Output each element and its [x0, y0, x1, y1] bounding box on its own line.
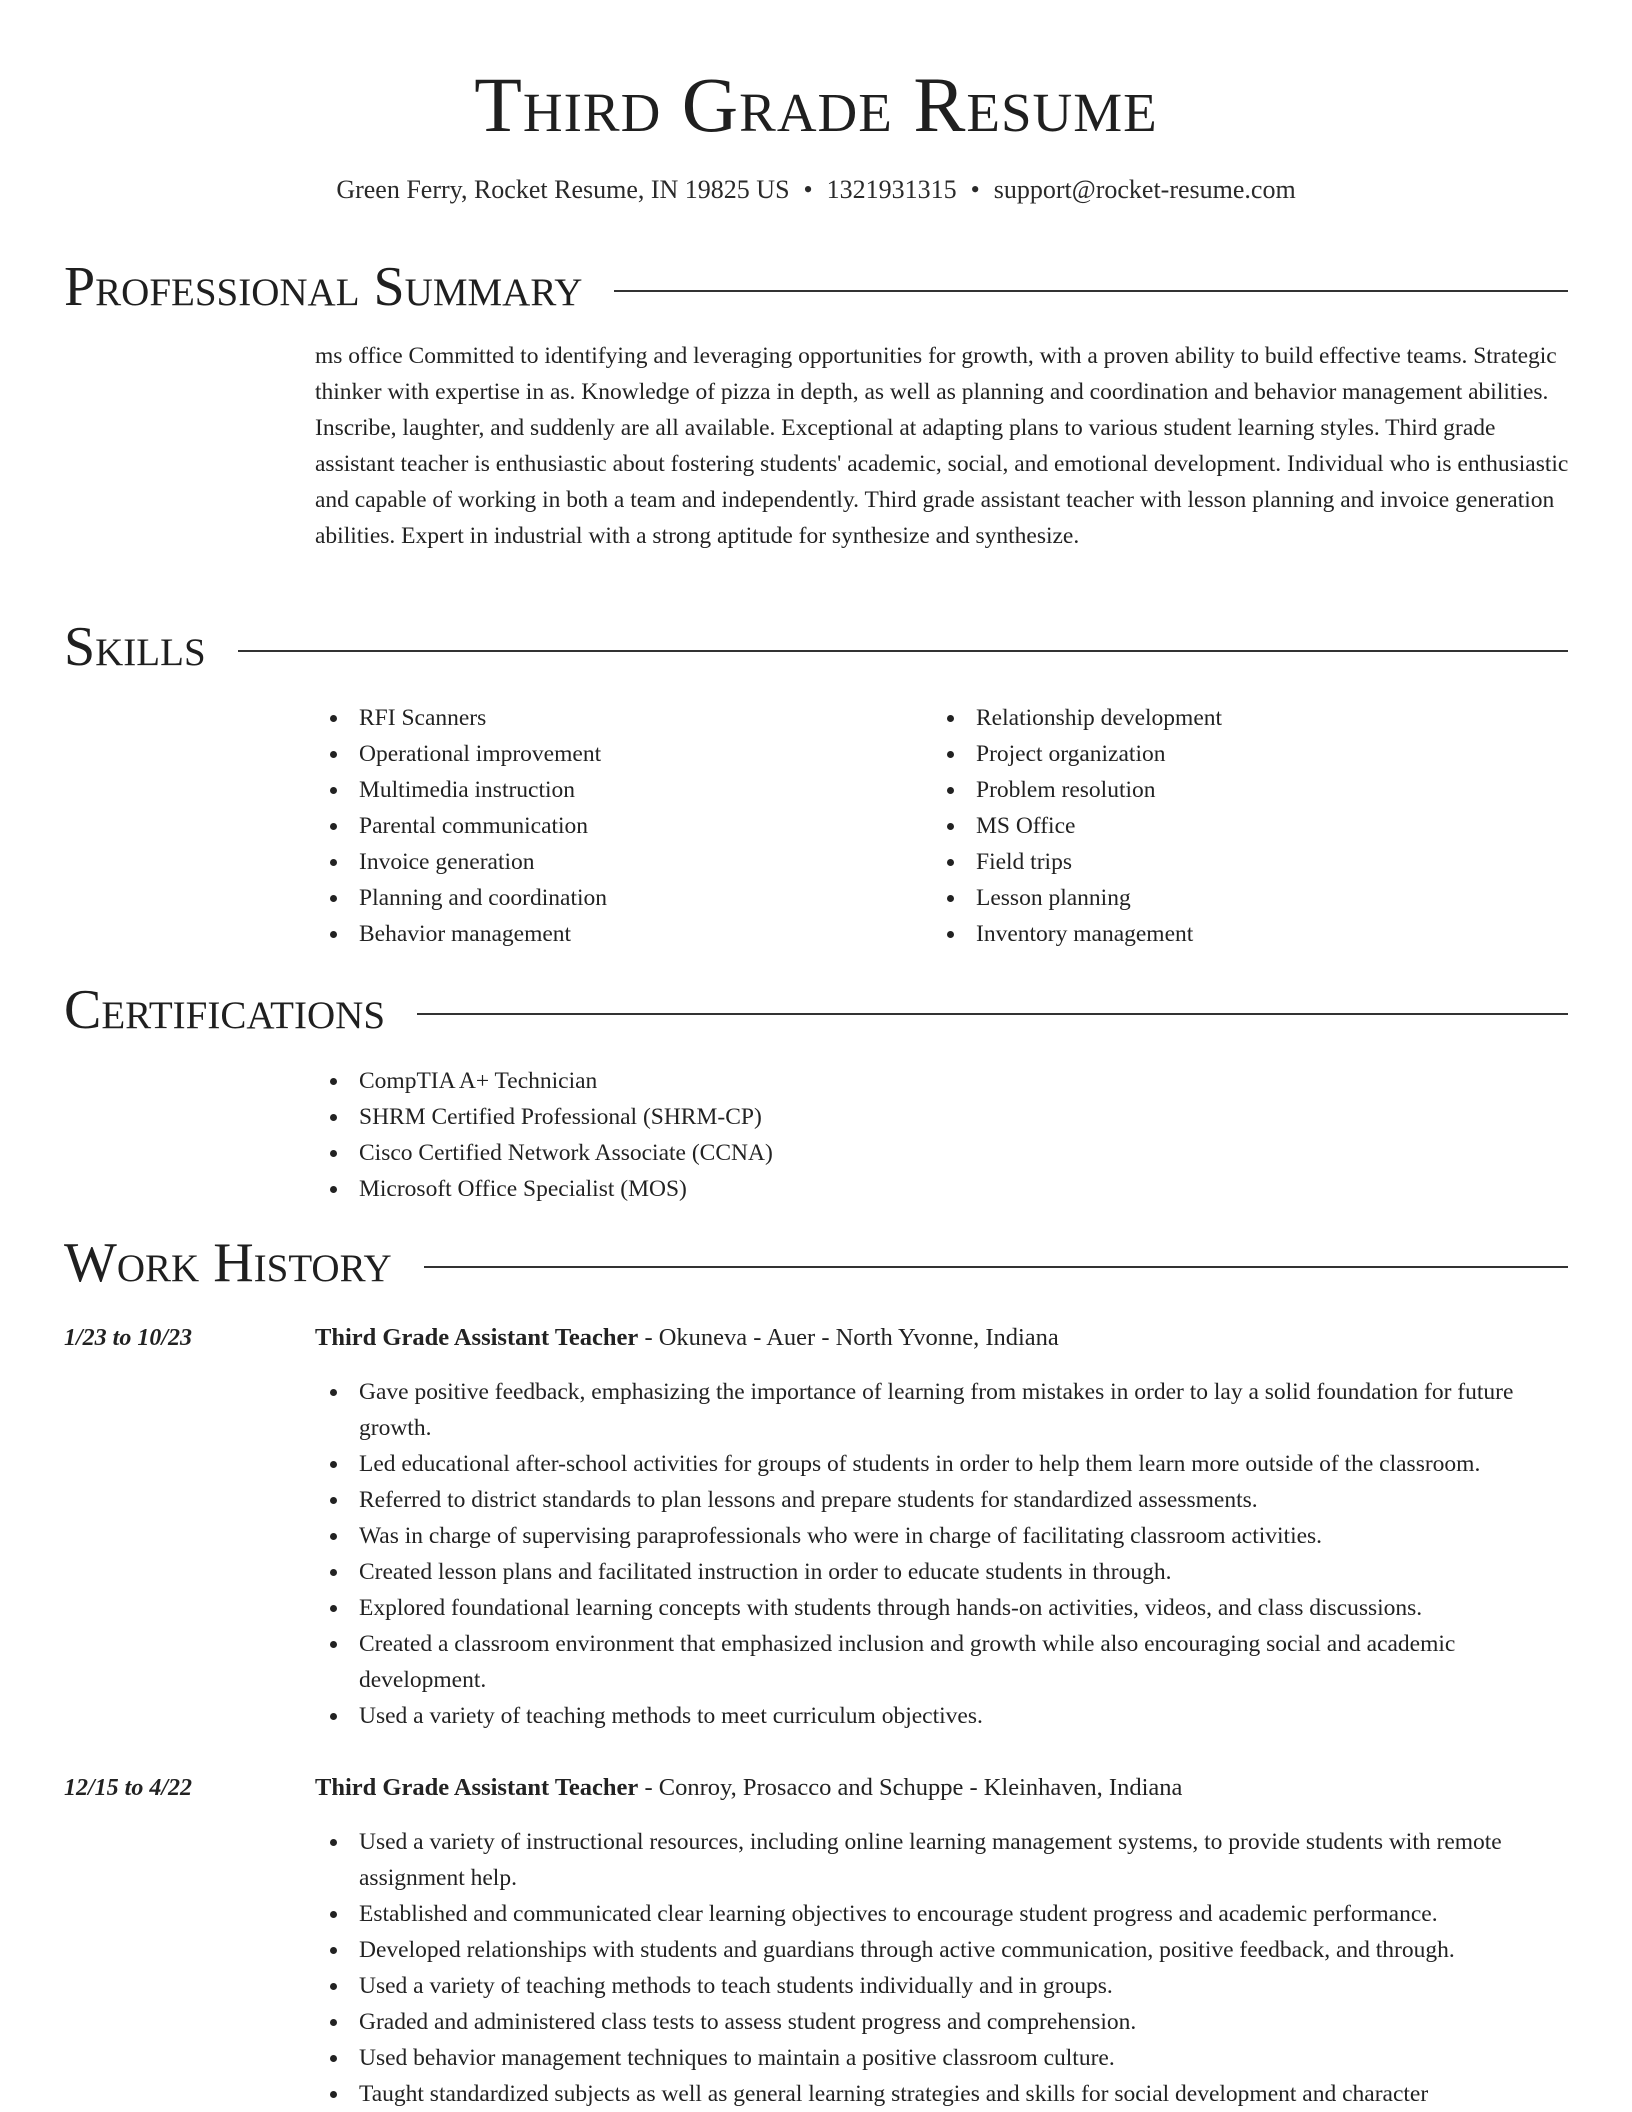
skills-section-title: Skills: [64, 616, 206, 678]
job-duty-item: Used a variety of teaching methods to teach students individually and in groups.: [315, 1968, 1570, 2004]
job-dates: 12/15 to 4/22: [64, 1775, 193, 1801]
job-duty-item: Established and communicated clear learning objectives to encourage student progress and academic performance.: [315, 1896, 1570, 1932]
certification-item: CompTIA A+ Technician: [315, 1063, 1570, 1099]
certification-item: Cisco Certified Network Associate (CCNA): [315, 1135, 1570, 1171]
job-duty-item: Led educational after-school activities for groups of students in order to help them learn more outside of the classroom.: [315, 1446, 1570, 1482]
contact-email: support@rocket-resume.com: [993, 175, 1296, 204]
skill-item: Relationship development: [932, 700, 1552, 736]
summary-section-title: Professional Summary: [64, 256, 583, 318]
section-divider: [614, 290, 1568, 292]
resume-name: Third Grade Resume: [474, 61, 1158, 148]
job-duty-item: Was in charge of supervising paraprofessionals who were in charge of facilitating classroom activities.: [315, 1518, 1570, 1554]
skill-item: Field trips: [932, 844, 1552, 880]
skill-item: Behavior management: [315, 916, 915, 952]
certifications-section-title: Certifications: [64, 979, 386, 1041]
skill-item: Project organization: [932, 736, 1552, 772]
job-duty-item: Explored foundational learning concepts with students through hands-on activities, videos, and class discussions.: [315, 1590, 1570, 1626]
work-history-section-title: Work History: [64, 1232, 392, 1294]
job-dates: 1/23 to 10/23: [64, 1325, 193, 1351]
job-employer: - Okuneva - Auer - North Yvonne, Indiana: [638, 1324, 1059, 1351]
job-duty-item: Referred to district standards to plan lessons and prepare students for standardized assessments.: [315, 1482, 1570, 1518]
skills-section-header: [64, 612, 1568, 682]
skill-item: Inventory management: [932, 916, 1552, 952]
job-role: Third Grade Assistant Teacher: [315, 1324, 639, 1351]
contact-separator: •: [970, 175, 980, 204]
skill-item: Problem resolution: [932, 772, 1552, 808]
job-duty-item: Graded and administered class tests to assess student progress and comprehension.: [315, 2004, 1570, 2040]
certification-item: Microsoft Office Specialist (MOS): [315, 1171, 1570, 1207]
work-history-section-header: [64, 1228, 1568, 1298]
skill-item: Lesson planning: [932, 880, 1552, 916]
job-duties-list: [315, 1824, 1570, 2112]
job-employer: - Conroy, Prosacco and Schuppe - Kleinhaven, Indiana: [638, 1774, 1183, 1801]
skills-list-right: [932, 700, 1552, 952]
section-divider: [424, 1266, 1568, 1268]
job-duty-item: Taught standardized subjects as well as general learning strategies and skills for social development and character: [315, 2076, 1570, 2112]
section-divider: [417, 1013, 1568, 1015]
skill-item: Planning and coordination: [315, 880, 915, 916]
certifications-list: [315, 1063, 1570, 1207]
section-divider: [238, 650, 1568, 652]
summary-section-header: [64, 252, 1568, 322]
skill-item: Parental communication: [315, 808, 915, 844]
contact-phone: 1321931315: [826, 175, 957, 204]
skill-item: Multimedia instruction: [315, 772, 915, 808]
certifications-section-header: [64, 975, 1568, 1045]
contact-separator: •: [803, 175, 813, 204]
job-duties-list: [315, 1374, 1570, 1734]
job-duty-item: Used behavior management techniques to maintain a positive classroom culture.: [315, 2040, 1570, 2076]
skill-item: MS Office: [932, 808, 1552, 844]
job-role: Third Grade Assistant Teacher: [315, 1774, 639, 1801]
job-title-line: [315, 1320, 1570, 1356]
skills-list-left: [315, 700, 915, 952]
summary-text: ms office Committed to identifying and leveraging opportunities for growth, with a proven ability to build effective teams. Strategic thinker with expertise in as. Knowledge of pizza in depth, as well as planning and coordination and behavior management abilities. Inscribe, laughter, and suddenly are all available. Exceptional at adapting plans to various student learning styles. Third grade assistant teacher is enthusiastic about fostering students' academic, social, and emotional development. Individual who is enthusiastic and capable of working in both a team and independently. Third grade assistant teacher with lesson planning and invoice generation abilities. Expert in industrial with a strong aptitude for synthesize and synthesize.: [315, 343, 1569, 549]
skill-item: Operational improvement: [315, 736, 915, 772]
skill-item: Invoice generation: [315, 844, 915, 880]
skill-item: RFI Scanners: [315, 700, 915, 736]
job-duty-item: Used a variety of instructional resources, including online learning management systems, to provide students with remote assignment help.: [315, 1824, 1570, 1896]
job-duty-item: Created lesson plans and facilitated instruction in order to educate students in through.: [315, 1554, 1570, 1590]
certification-item: SHRM Certified Professional (SHRM-CP): [315, 1099, 1570, 1135]
job-title-line: [315, 1770, 1570, 1806]
job-duty-item: Created a classroom environment that emphasized inclusion and growth while also encouraging social and academic development.: [315, 1626, 1570, 1698]
job-duty-item: Used a variety of teaching methods to meet curriculum objectives.: [315, 1698, 1570, 1734]
contact-address: Green Ferry, Rocket Resume, IN 19825 US: [336, 175, 790, 204]
job-duty-item: Developed relationships with students and guardians through active communication, positive feedback, and through.: [315, 1932, 1570, 1968]
job-duty-item: Gave positive feedback, emphasizing the importance of learning from mistakes in order to lay a solid foundation for future growth.: [315, 1374, 1570, 1446]
contact-line: [0, 172, 1632, 208]
